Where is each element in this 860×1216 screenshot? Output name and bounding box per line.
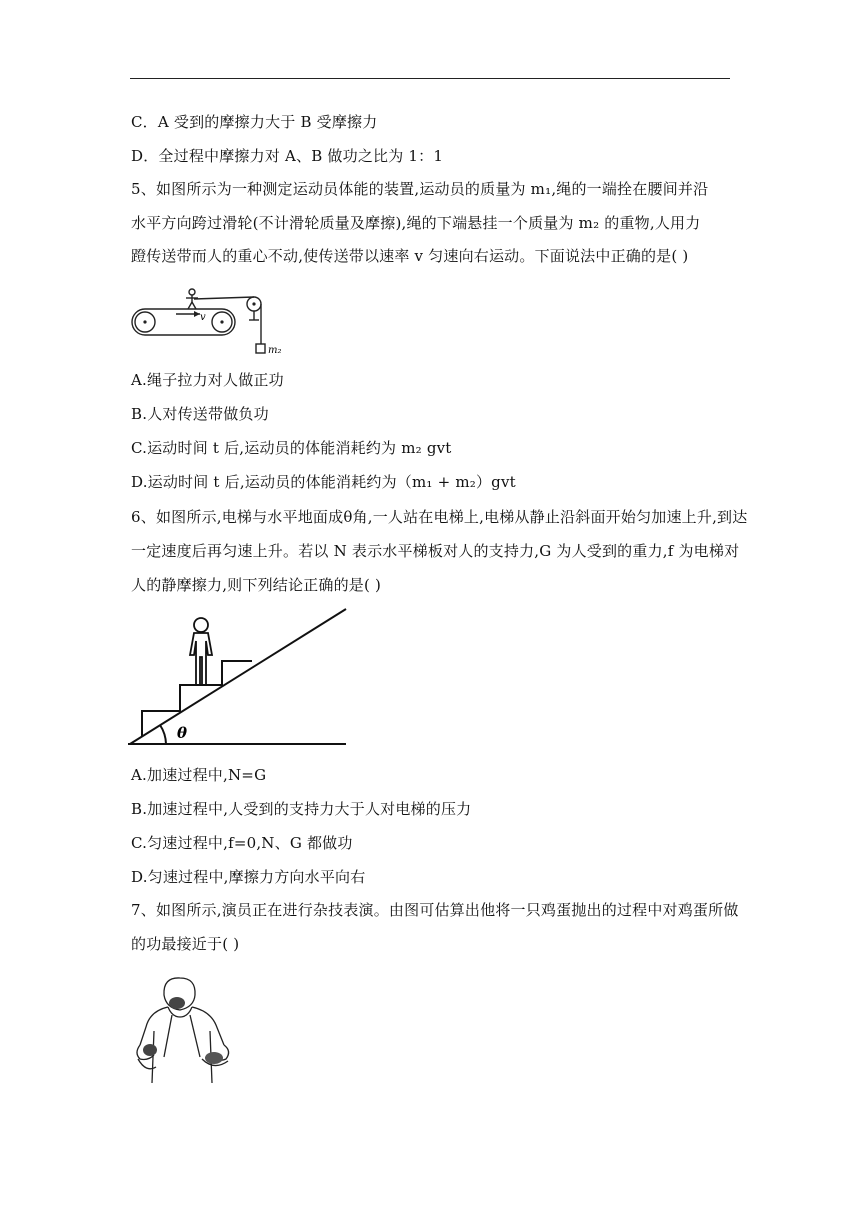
q5-velocity-label: v [200, 312, 206, 323]
q6-option-c: C.匀速过程中,f=0,N、G 都做功 [131, 834, 353, 852]
q5-option-b: B.人对传送带做负功 [131, 405, 269, 423]
q6-option-b: B.加速过程中,人受到的支持力大于人对电梯的压力 [131, 800, 472, 818]
q6-escalator-figure [128, 605, 350, 750]
q6-stem-line-3: 人的静摩擦力,则下列结论正确的是( ) [131, 576, 382, 594]
q5-option-d: D.运动时间 t 后,运动员的体能消耗约为（m₁ + m₂）gvt [131, 473, 516, 491]
header-rule [130, 78, 730, 79]
q5-stem-line-2: 水平方向跨过滑轮(不计滑轮质量及摩擦),绳的下端悬挂一个质量为 m₂ 的重物,人用力 [131, 214, 701, 232]
q6-theta-label: θ [177, 724, 188, 742]
q4-option-c: C．A 受到的摩擦力大于 B 受摩擦力 [131, 113, 378, 131]
q5-conveyor-figure [128, 282, 288, 357]
q6-option-d: D.匀速过程中,摩擦力方向水平向右 [131, 868, 366, 886]
q6-stem-line-2: 一定速度后再匀速上升。若以 N 表示水平梯板对人的支持力,G 为人受到的重力,f 为电梯对 [131, 542, 740, 560]
q5-mass-label: m₂ [268, 345, 282, 356]
q7-stem-line-1: 7、如图所示,演员正在进行杂技表演。由图可估算出他将一只鸡蛋抛出的过程中对鸡蛋所做 [131, 901, 739, 919]
q5-option-a: A.绳子拉力对人做正功 [131, 371, 284, 389]
q6-stem-line-1: 6、如图所示,电梯与水平地面成θ角,一人站在电梯上,电梯从静止沿斜面开始匀加速上升,到达 [131, 508, 748, 526]
q5-stem-line-3: 蹬传送带而人的重心不动,使传送带以速率 v 匀速向右运动。下面说法中正确的是( ) [131, 247, 689, 265]
q4-option-d: D．全过程中摩擦力对 A、B 做功之比为 1：1 [131, 147, 444, 165]
q6-option-a: A.加速过程中,N=G [131, 766, 267, 784]
q5-option-c: C.运动时间 t 后,运动员的体能消耗约为 m₂ gvt [131, 439, 452, 457]
q5-stem-line-1: 5、如图所示为一种测定运动员体能的装置,运动员的质量为 m₁,绳的一端拴在腰间并沿 [131, 180, 709, 198]
q7-juggler-figure [128, 975, 248, 1090]
q7-stem-line-2: 的功最接近于( ) [131, 935, 240, 953]
